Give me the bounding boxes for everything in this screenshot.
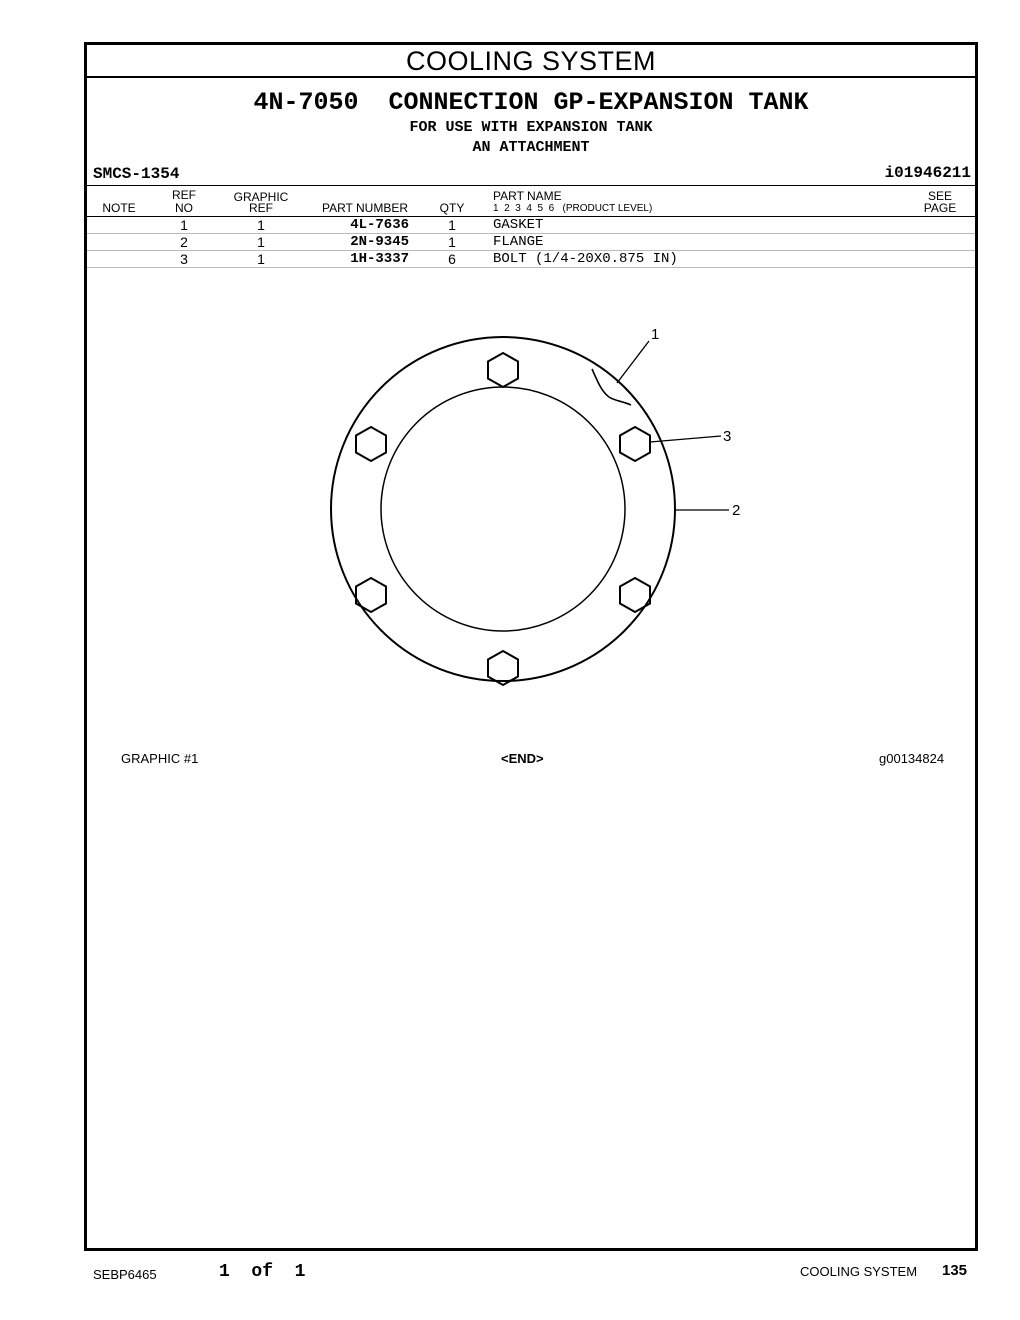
bolt-head-icon [488, 353, 518, 387]
page-frame [84, 42, 978, 1251]
header-graphic-top: GRAPHIC [233, 190, 289, 204]
graphic-id: g00134824 [879, 751, 945, 766]
ident-code: i01946211 [884, 164, 971, 182]
graphic-label: GRAPHIC #1 [121, 751, 199, 766]
callout-2: 2 [732, 502, 741, 519]
bolt-head-icon [356, 427, 386, 461]
header-product-levels: 1 2 3 4 5 6 (PRODUCT LEVEL) [493, 203, 653, 214]
page-number: 135 [942, 1262, 968, 1279]
row-graphic-ref: 1 [257, 234, 265, 250]
smcs-code: SMCS-1354 [93, 165, 180, 183]
header-part-number: PART NUMBER [321, 201, 408, 215]
bolt-head-icon [488, 651, 518, 685]
bolt-head-icon [356, 578, 386, 612]
row-part-number[interactable]: 1H-3337 [350, 251, 409, 267]
group-subtitle-2: AN ATTACHMENT [472, 139, 590, 156]
header-graphic-bottom: REF [249, 201, 273, 215]
row-part-number[interactable]: 4L-7636 [350, 217, 409, 233]
callout-3: 3 [723, 428, 732, 445]
callout-1: 1 [651, 326, 660, 343]
group-subtitle-1: FOR USE WITH EXPANSION TANK [409, 119, 653, 136]
row-part-name: BOLT (1/4-20X0.875 IN) [493, 251, 678, 267]
header-note: NOTE [102, 201, 136, 215]
header-see-top: SEE [927, 189, 952, 203]
header-see-bottom: PAGE [923, 201, 957, 215]
row-ref-no: 2 [180, 234, 188, 250]
bolt-head-icon [620, 427, 650, 461]
row-part-name: GASKET [493, 217, 544, 233]
header-part-name: PART NAME [493, 189, 562, 203]
row-part-number[interactable]: 2N-9345 [350, 234, 409, 250]
page-of: 1 of 1 [219, 1262, 306, 1282]
row-qty: 1 [448, 234, 456, 250]
row-part-name: FLANGE [493, 234, 544, 250]
section-title: COOLING SYSTEM [87, 45, 975, 78]
header-qty: QTY [439, 201, 465, 215]
header-ref-top: REF [172, 188, 196, 202]
row-qty: 1 [448, 217, 456, 233]
bolt-head-icon [620, 578, 650, 612]
flange-inner-edge [381, 387, 625, 631]
flange-diagram [87, 45, 975, 745]
flange-outer-edge [331, 337, 675, 681]
row-ref-no: 1 [180, 217, 188, 233]
doc-number: SEBP6465 [93, 1267, 157, 1282]
row-graphic-ref: 1 [257, 217, 265, 233]
leader-line-1 [617, 341, 649, 383]
footer-section: COOLING SYSTEM [800, 1264, 918, 1279]
header-ref-bottom: NO [175, 201, 193, 215]
group-title: 4N-7050 CONNECTION GP-EXPANSION TANK [253, 88, 809, 117]
row-ref-no: 3 [180, 251, 188, 267]
row-graphic-ref: 1 [257, 251, 265, 267]
row-qty: 6 [448, 251, 456, 267]
end-marker: <END> [501, 751, 544, 766]
